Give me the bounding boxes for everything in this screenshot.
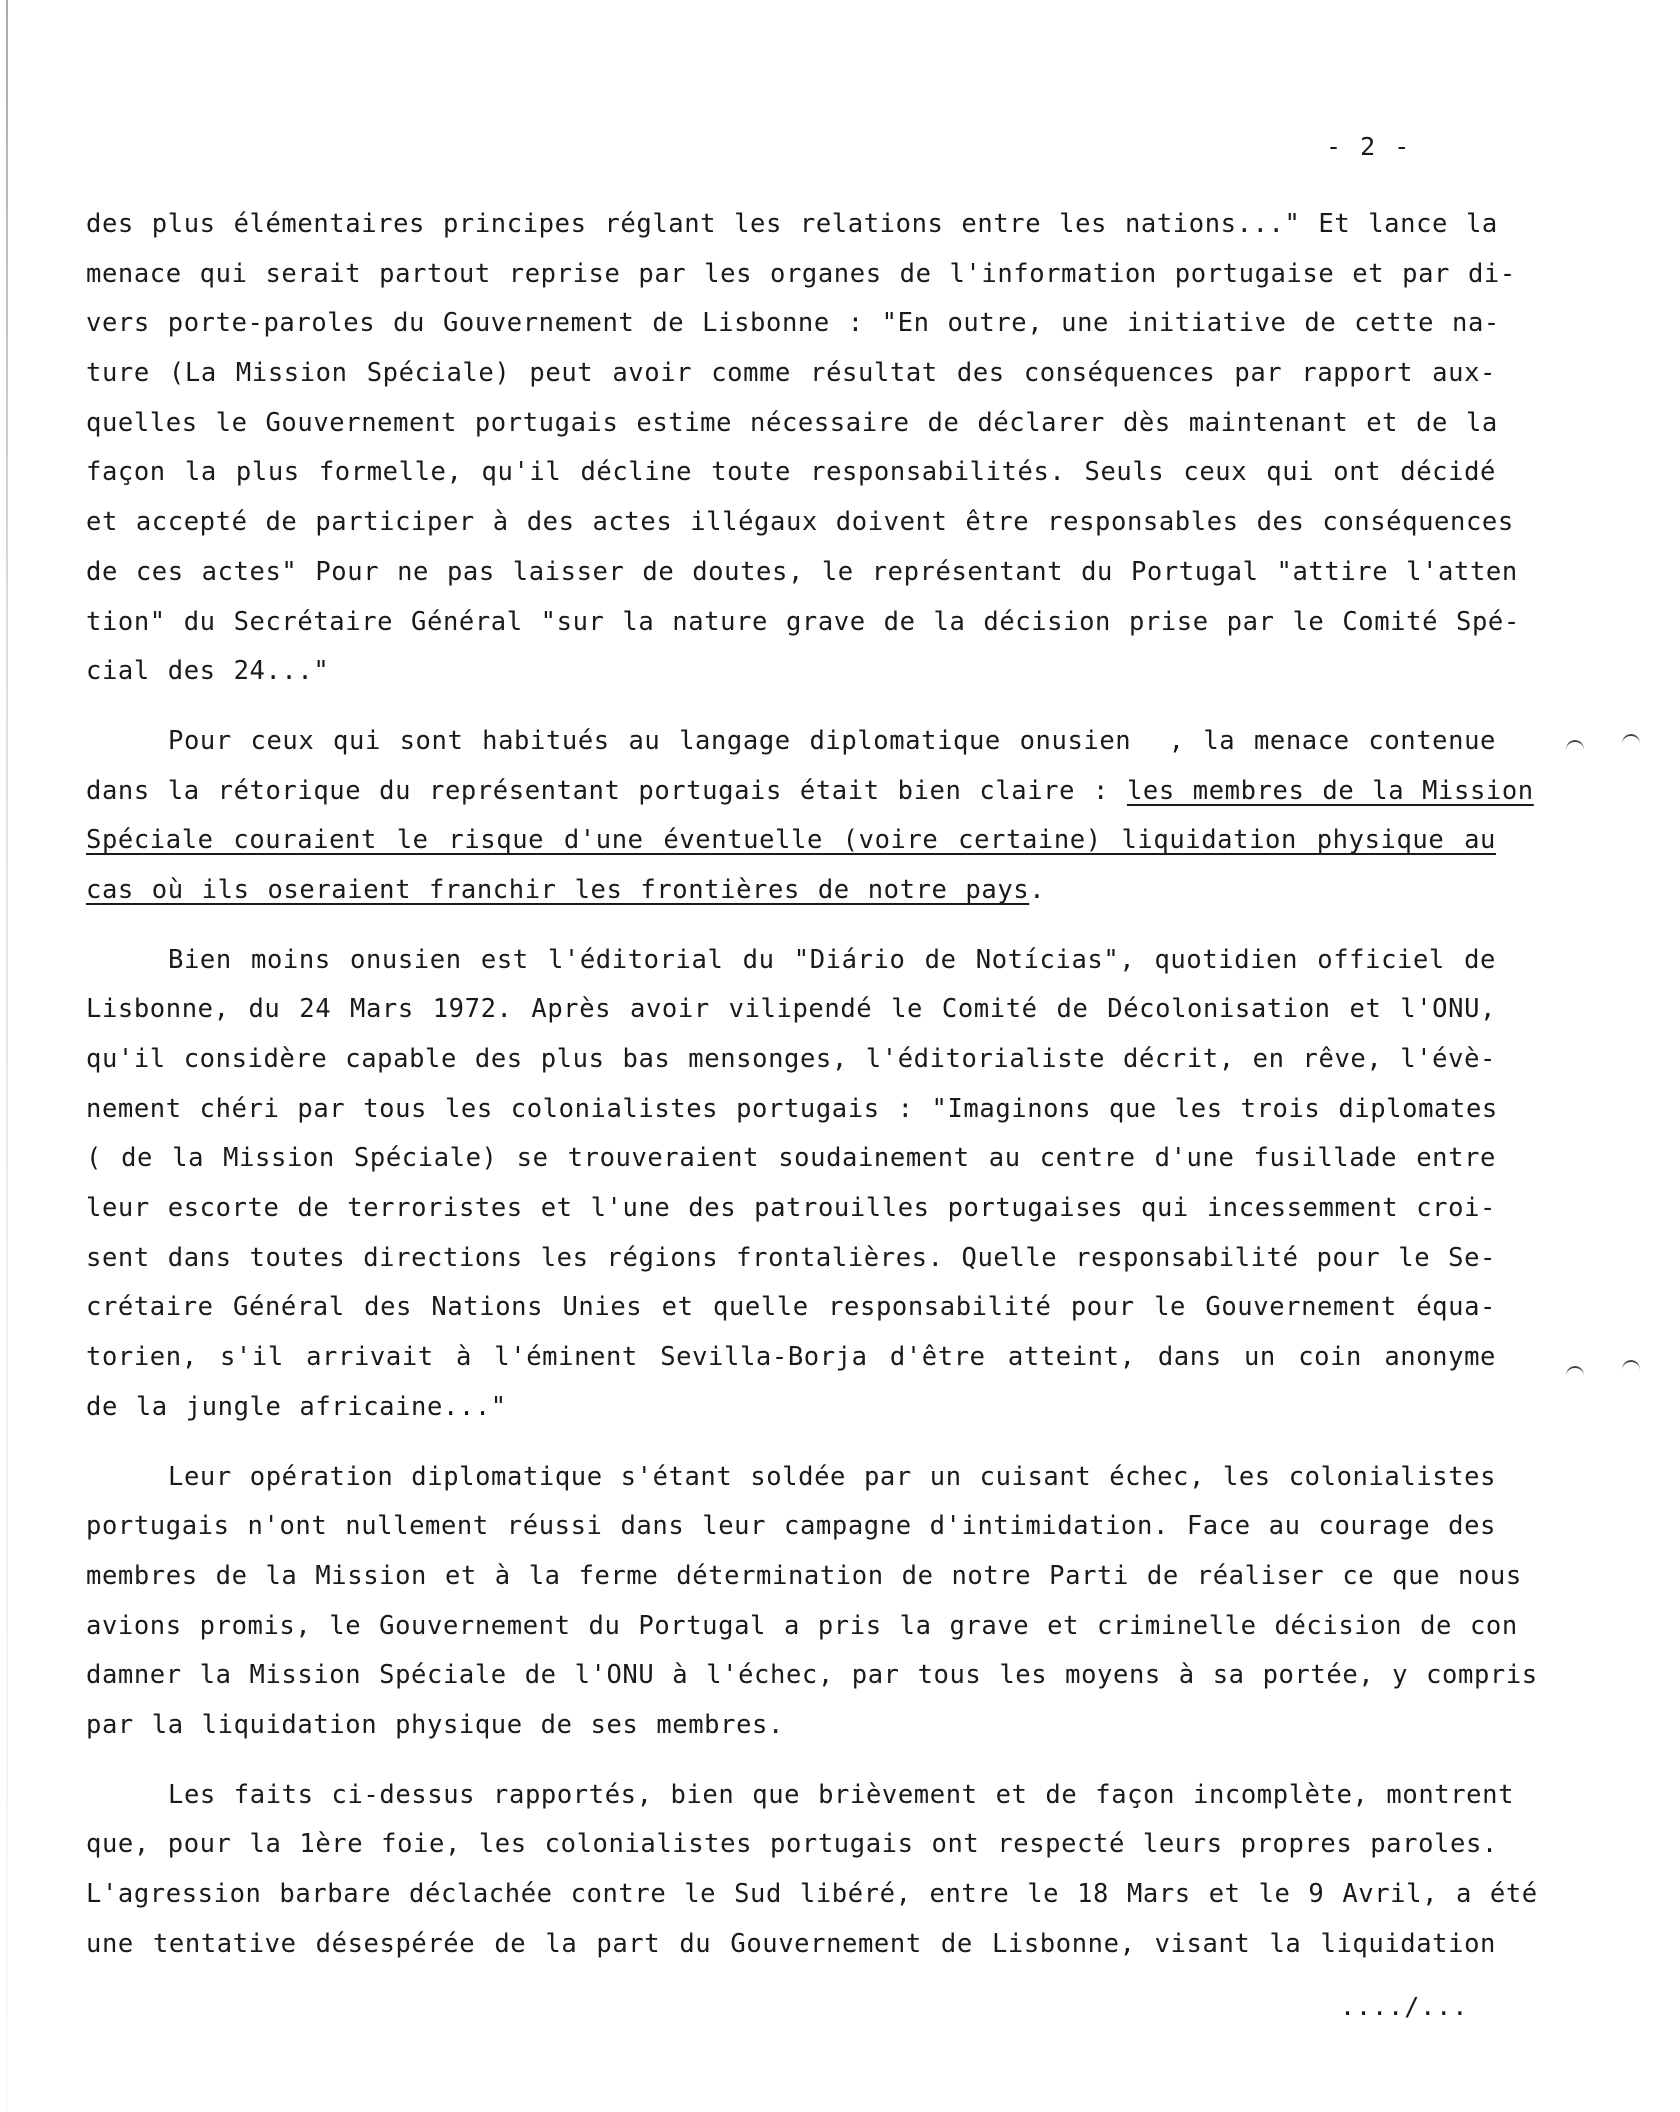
text-line: crétaire Général des Nations Unies et quelle responsabilité pour le Gouvernement équa- bbox=[86, 1292, 1496, 1323]
underlined-text: les membres de la Mission bbox=[1126, 775, 1534, 806]
margin-mark bbox=[1622, 1360, 1640, 1380]
text-line: avions promis, le Gouvernement du Portugal a pris la grave et criminelle décision de con bbox=[86, 1610, 1518, 1641]
text-line bbox=[86, 866, 1496, 916]
text-line: une tentative désespérée de la part du Gouvernement de Lisbonne, visant la liquidation bbox=[86, 1928, 1496, 1959]
text-line: torien, s'il arrivait à l'éminent Sevilla-Borja d'être atteint, dans un coin anonyme bbox=[86, 1342, 1496, 1373]
text-line: de ces actes" Pour ne pas laisser de doutes, le représentant du Portugal "attire l'atten bbox=[86, 556, 1518, 587]
text-line: et accepté de participer à des actes illégaux doivent être responsables des conséquences bbox=[86, 507, 1514, 538]
text-line: cial des 24..." bbox=[86, 656, 330, 687]
continuation-mark: ..../... bbox=[1340, 1992, 1469, 2021]
text-line: menace qui serait partout reprise par les organes de l'information portugaise et par di- bbox=[86, 258, 1516, 289]
text-line: ture (La Mission Spéciale) peut avoir comme résultat des conséquences par rapport aux- bbox=[86, 358, 1496, 389]
underlined-text-line: Spéciale couraient le risque d'une éventuelle (voire certaine) liquidation physique au bbox=[86, 825, 1496, 856]
paragraph-2 bbox=[86, 717, 1534, 916]
text-line: tion" du Secrétaire Général "sur la nature grave de la décision prise par le Comité Spé- bbox=[86, 606, 1520, 637]
text-segment: . bbox=[1029, 874, 1046, 905]
text-line: Pour ceux qui sont habitués au langage diplomatique onusien , la menace contenue bbox=[168, 725, 1496, 756]
text-line: Bien moins onusien est l'éditorial du "Diário de Notícias", quotidien officiel de bbox=[168, 944, 1496, 975]
text-line: ( de la Mission Spéciale) se trouveraient soudainement au centre d'une fusillade entre bbox=[86, 1143, 1496, 1174]
paragraph-4 bbox=[86, 1453, 1538, 1751]
text-line: que, pour la 1ère foie, les colonialistes portugais ont respecté leurs propres paroles. bbox=[86, 1829, 1498, 1860]
margin-mark bbox=[1622, 734, 1640, 754]
text-line: sent dans toutes directions les régions frontalières. Quelle responsabilité pour le Se- bbox=[86, 1242, 1496, 1273]
text-line: par la liquidation physique de ses membres. bbox=[86, 1709, 784, 1740]
text-line: nement chéri par tous les colonialistes portugais : "Imaginons que les trois diplomates bbox=[86, 1093, 1498, 1124]
text-line: de la jungle africaine..." bbox=[86, 1391, 507, 1422]
text-line: Leur opération diplomatique s'étant soldée par un cuisant échec, les colonialistes bbox=[168, 1461, 1497, 1492]
margin-mark bbox=[1566, 1366, 1584, 1386]
paragraph-3 bbox=[86, 936, 1496, 1433]
text-line: L'agression barbare déclachée contre le Sud libéré, entre le 18 Mars et le 9 Avril, a été bbox=[86, 1879, 1538, 1909]
text-line bbox=[86, 767, 1534, 817]
text-line: leur escorte de terroristes et l'une des patrouilles portugaises qui incessemment croi- bbox=[86, 1193, 1496, 1224]
text-line: qu'il considère capable des plus bas mensonges, l'éditorialiste décrit, en rêve, l'évè- bbox=[86, 1044, 1496, 1074]
document-body bbox=[86, 200, 1538, 1969]
scan-edge-mark bbox=[6, 0, 8, 2112]
text-line: Les faits ci-dessus rapportés, bien que brièvement et de façon incomplète, montrent bbox=[168, 1779, 1515, 1810]
text-line: vers porte-paroles du Gouvernement de Lisbonne : "En outre, une initiative de cette na- bbox=[86, 308, 1500, 339]
page-number: - 2 - bbox=[1326, 132, 1412, 161]
text-line: quelles le Gouvernement portugais estime nécessaire de déclarer dès maintenant et de la bbox=[86, 407, 1498, 438]
text-line: Lisbonne, du 24 Mars 1972. Après avoir vilipendé le Comité de Décolonisation et l'ONU, bbox=[86, 994, 1496, 1025]
text-line: damner la Mission Spéciale de l'ONU à l'échec, par tous les moyens à sa portée, y compris bbox=[86, 1660, 1538, 1691]
text-line: façon la plus formelle, qu'il décline toute responsabilités. Seuls ceux qui ont décidé bbox=[86, 457, 1496, 488]
text-segment: dans la rétorique du représentant portugais était bien claire : bbox=[86, 775, 1127, 806]
paragraph-5 bbox=[86, 1771, 1538, 1970]
underlined-text: cas où ils oseraient franchir les frontières de notre pays bbox=[86, 874, 1030, 905]
text-line: portugais n'ont nullement réussi dans leur campagne d'intimidation. Face au courage des bbox=[86, 1511, 1496, 1542]
margin-mark bbox=[1566, 740, 1584, 760]
text-line: des plus élémentaires principes réglant les relations entre les nations..." Et lance la bbox=[86, 209, 1498, 239]
text-line: membres de la Mission et à la ferme détermination de notre Parti de réaliser ce que nous bbox=[86, 1560, 1522, 1591]
paragraph-1 bbox=[86, 200, 1520, 697]
